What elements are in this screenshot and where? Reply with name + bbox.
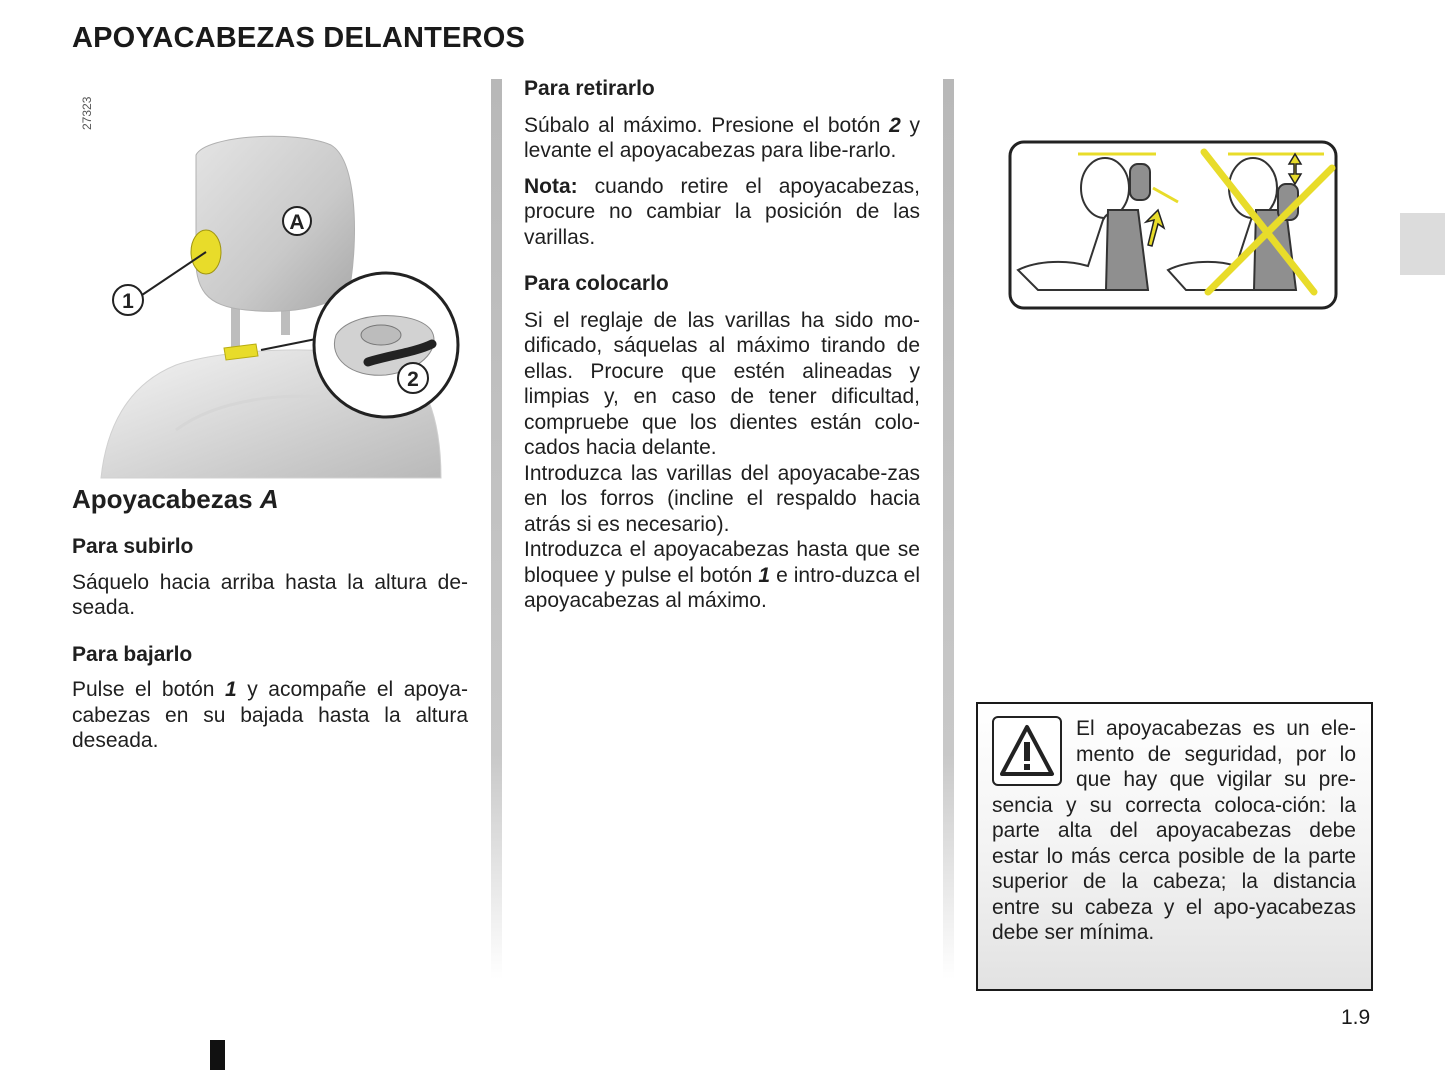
paragraph-retirar: Súbalo al máximo. Presione el botón 2 y levante el apoyacabezas para libe-rarlo.: [524, 113, 921, 162]
footer-marker: [210, 1040, 225, 1070]
paragraph-colocar-2: Introduzca las varillas del apoyacabe-zas en los forros (incline el respaldo hacia atrás si es necesario).: [524, 461, 920, 536]
warning-box: [976, 702, 1373, 991]
warning-text: El apoyacabezas es un ele-mento de seguridad, por lo que hay que vigilar su pre-sencia y su correcta coloca-ción: la parte alta del apoyacabezas debe estar lo más cerca posible de la parte superior de la cabeza; la distancia entre su cabeza y el apo-yacabezas debe ser mínima.: [992, 717, 1356, 944]
paragraph-subir: Sáquelo hacia arriba hasta la altura de-seada.: [72, 570, 468, 619]
column-divider: [491, 79, 502, 979]
paragraph-nota: Nota: cuando retire el apoyacabezas, procure no cambiar la posición de las varillas.: [524, 174, 920, 249]
page-title: APOYACABEZAS DELANTEROS: [72, 22, 526, 54]
figure-code: 27323: [80, 96, 94, 130]
paragraph-colocar-3: Introduzca el apoyacabezas hasta que se bloquee y pulse el botón 1 e intro-duzca el apoyacabezas al máximo.: [524, 538, 920, 612]
headrest-position-illustration: [1008, 140, 1338, 312]
subheading-retirar: Para retirarlo: [524, 77, 655, 100]
column-middle: [524, 76, 920, 614]
subheading-colocar: Para colocarlo: [524, 272, 669, 295]
headrest-illustration: [96, 130, 466, 480]
paragraph-bajar: Pulse el botón 1 y acompañe el apoya-cabezas en su bajada hasta la altura deseada.: [72, 678, 468, 752]
page-number: 1.9: [1341, 1006, 1371, 1029]
headrest-a: [196, 136, 355, 311]
label-1: 1: [122, 290, 134, 313]
subheading-subir: Para subirlo: [72, 535, 194, 558]
headrest-icon: [1130, 164, 1150, 200]
section-heading: Apoyacabezas A: [72, 484, 279, 514]
column-left: [72, 484, 468, 754]
label-2: 2: [407, 368, 419, 391]
subheading-bajar: Para bajarlo: [72, 642, 193, 666]
label-a: A: [289, 211, 305, 234]
paragraph-colocar-1: Si el reglaje de las varillas ha sido mo-dificado, sáquelas al máximo tirando de ellas. Procure que estén alineadas y limpias y, en caso de tener dificultad, compruebe que los dientes están colo-cados hacia delante.: [524, 308, 920, 459]
column-divider: [943, 79, 954, 979]
chapter-tab: [1400, 213, 1445, 275]
